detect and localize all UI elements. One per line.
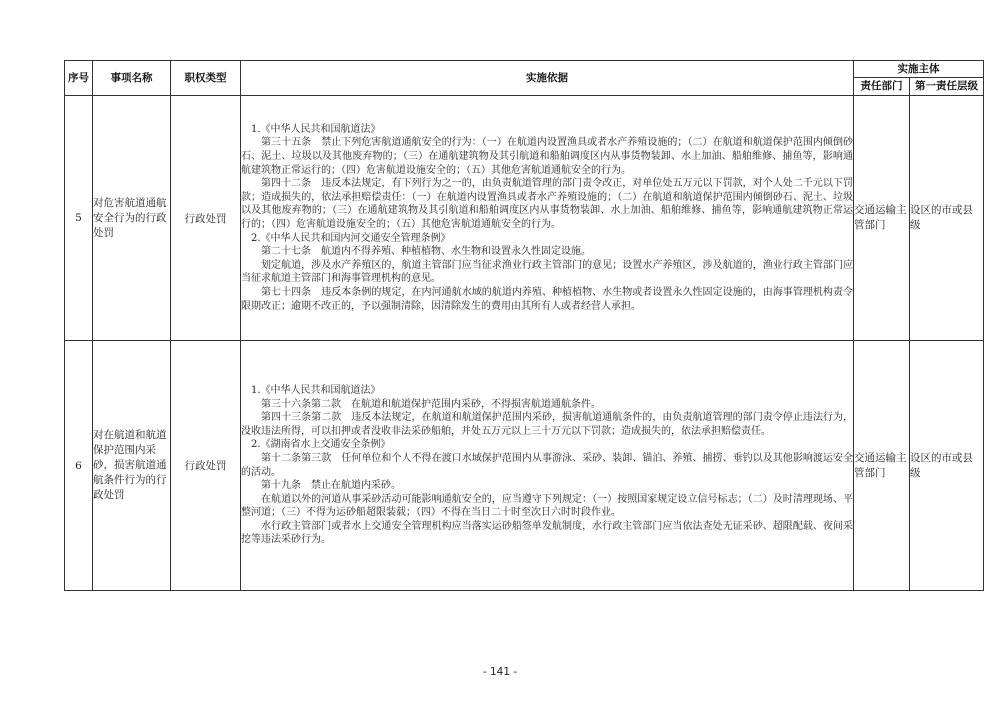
table-row: [65, 96, 984, 341]
row-item-name: 对危害航道通航安全行为的行政处罚: [93, 96, 171, 341]
basis-paragraph: 第三十六条第二款 在航道和航道保护范围内采砂，不得损害航道通航条件。: [261, 398, 601, 410]
row-power-type: 行政处罚: [171, 96, 241, 341]
row-dept: 交通运输主管部门: [854, 341, 910, 591]
header-dept: 责任部门: [854, 78, 910, 96]
basis-paragraph: 第十二条第三款 任何单位和个人不得在渡口水域保护范围内从事游泳、采砂、装卸、锚泊、养殖、捕捞、垂钓以及其他影响渡运安全的活动。: [241, 452, 853, 478]
basis-paragraph: 第四十二条 违反本法规定，有下列行为之一的，由负责航道管理的部门责令改正，对单位处五万元以下罚款，对个人处二千元以下罚款；造成损失的，依法承担赔偿责任：（一）在航道内设置渔具或者水产养殖设施的；（二）在航道和航道保护范围内倾倒砂石、泥土、垃圾以及其他废弃物的；（三）在通航建筑物及其引航道和船舶调度区内从事货物装卸、水上加油、船舶维修、捕鱼等，影响通航建筑物正常运行的；（四）危害航道设施安全的；（五）其他危害航道通航安全的行为。: [241, 178, 853, 230]
row-dept: 交通运输主管部门: [854, 96, 910, 341]
row-basis: [241, 96, 854, 341]
row-item-name: 对在航道和航道保护范围内采砂，损害航道通航条件行为的行政处罚: [93, 341, 171, 591]
row-level: 设区的市或县级: [910, 96, 984, 341]
basis-paragraph: 1.《中华人民共和国航道法》: [251, 123, 381, 135]
basis-paragraph: 在航道以外的河道从事采砂活动可能影响通航安全的，应当遵守下列规定：（一）按照国家规定设立信号标志；（二）及时清理现场、平整河道；（三）不得为运砂船超限装载；（四）不得在当日二十时至次日六时时段作业。: [241, 493, 853, 519]
header-power-type: 职权类型: [171, 61, 241, 96]
basis-paragraph: 第三十五条 禁止下列危害航道通航安全的行为：（一）在航道内设置渔具或者水产养殖设施的；（二）在航道和航道保护范围内倾倒砂石、泥土、垃圾以及其他废弃物的；（三）在通航建筑物及其引航道和船舶调度区内从事货物装卸、水上加油、船舶维修、捕鱼等，影响通航建筑物正常运行的；（四）危害航道设施安全的；（五）其他危害航道通航安全的行为。: [241, 137, 853, 176]
basis-paragraph: 划定航道，涉及水产养殖区的，航道主管部门应当征求渔业行政主管部门的意见；设置水产养殖区，涉及航道的，渔业行政主管部门应当征求航道主管部门和海事管理机构的意见。: [241, 259, 853, 285]
basis-paragraph: 2.《湖南省水上交通安全条例》: [251, 439, 391, 451]
basis-paragraph: 2.《中华人民共和国内河交通安全管理条例》: [251, 232, 451, 244]
basis-paragraph: 第七十四条 违反本条例的规定，在内河通航水域的航道内养殖、种植植物、水生物或者设置永久性固定设施的，由海事管理机构责令限期改正；逾期不改正的，予以强制清除，因清除发生的费用由其所有人或者经营人承担。: [241, 286, 853, 312]
header-seq: 序号: [65, 61, 93, 96]
basis-paragraph: 水行政主管部门或者水上交通安全管理机构应当落实运砂船签单发航制度，水行政主管部门应当依法查处无证采砂、超限配载、夜间采挖等违法采砂行为。: [241, 520, 853, 546]
enforcement-table: [64, 60, 984, 591]
page-number: - 141 -: [482, 666, 518, 678]
header-subject: 实施主体: [854, 61, 984, 78]
table-row: [65, 341, 984, 591]
basis-paragraph: 第二十七条 航道内不得养殖、种植植物、水生物和设置永久性固定设施。: [261, 246, 591, 258]
row-power-type: 行政处罚: [171, 341, 241, 591]
basis-paragraph: 1.《中华人民共和国航道法》: [251, 384, 381, 396]
row-seq: 5: [65, 96, 93, 341]
row-basis: [241, 341, 854, 591]
header-basis: 实施依据: [241, 61, 854, 96]
header-item-name: 事项名称: [93, 61, 171, 96]
row-seq: 6: [65, 341, 93, 591]
header-level: 第一责任层级: [910, 78, 984, 96]
basis-paragraph: 第十九条 禁止在航道内采砂。: [261, 480, 401, 492]
basis-paragraph: 第四十三条第二款 违反本法规定，在航道和航道保护范围内采砂，损害航道通航条件的，由负责航道管理的部门责令停止违法行为，没收违法所得，可以扣押或者没收非法采砂船舶，并处五万元以上三十万元以下罚款；造成损失的，依法承担赔偿责任。: [241, 412, 853, 437]
row-level: 设区的市或县级: [910, 341, 984, 591]
